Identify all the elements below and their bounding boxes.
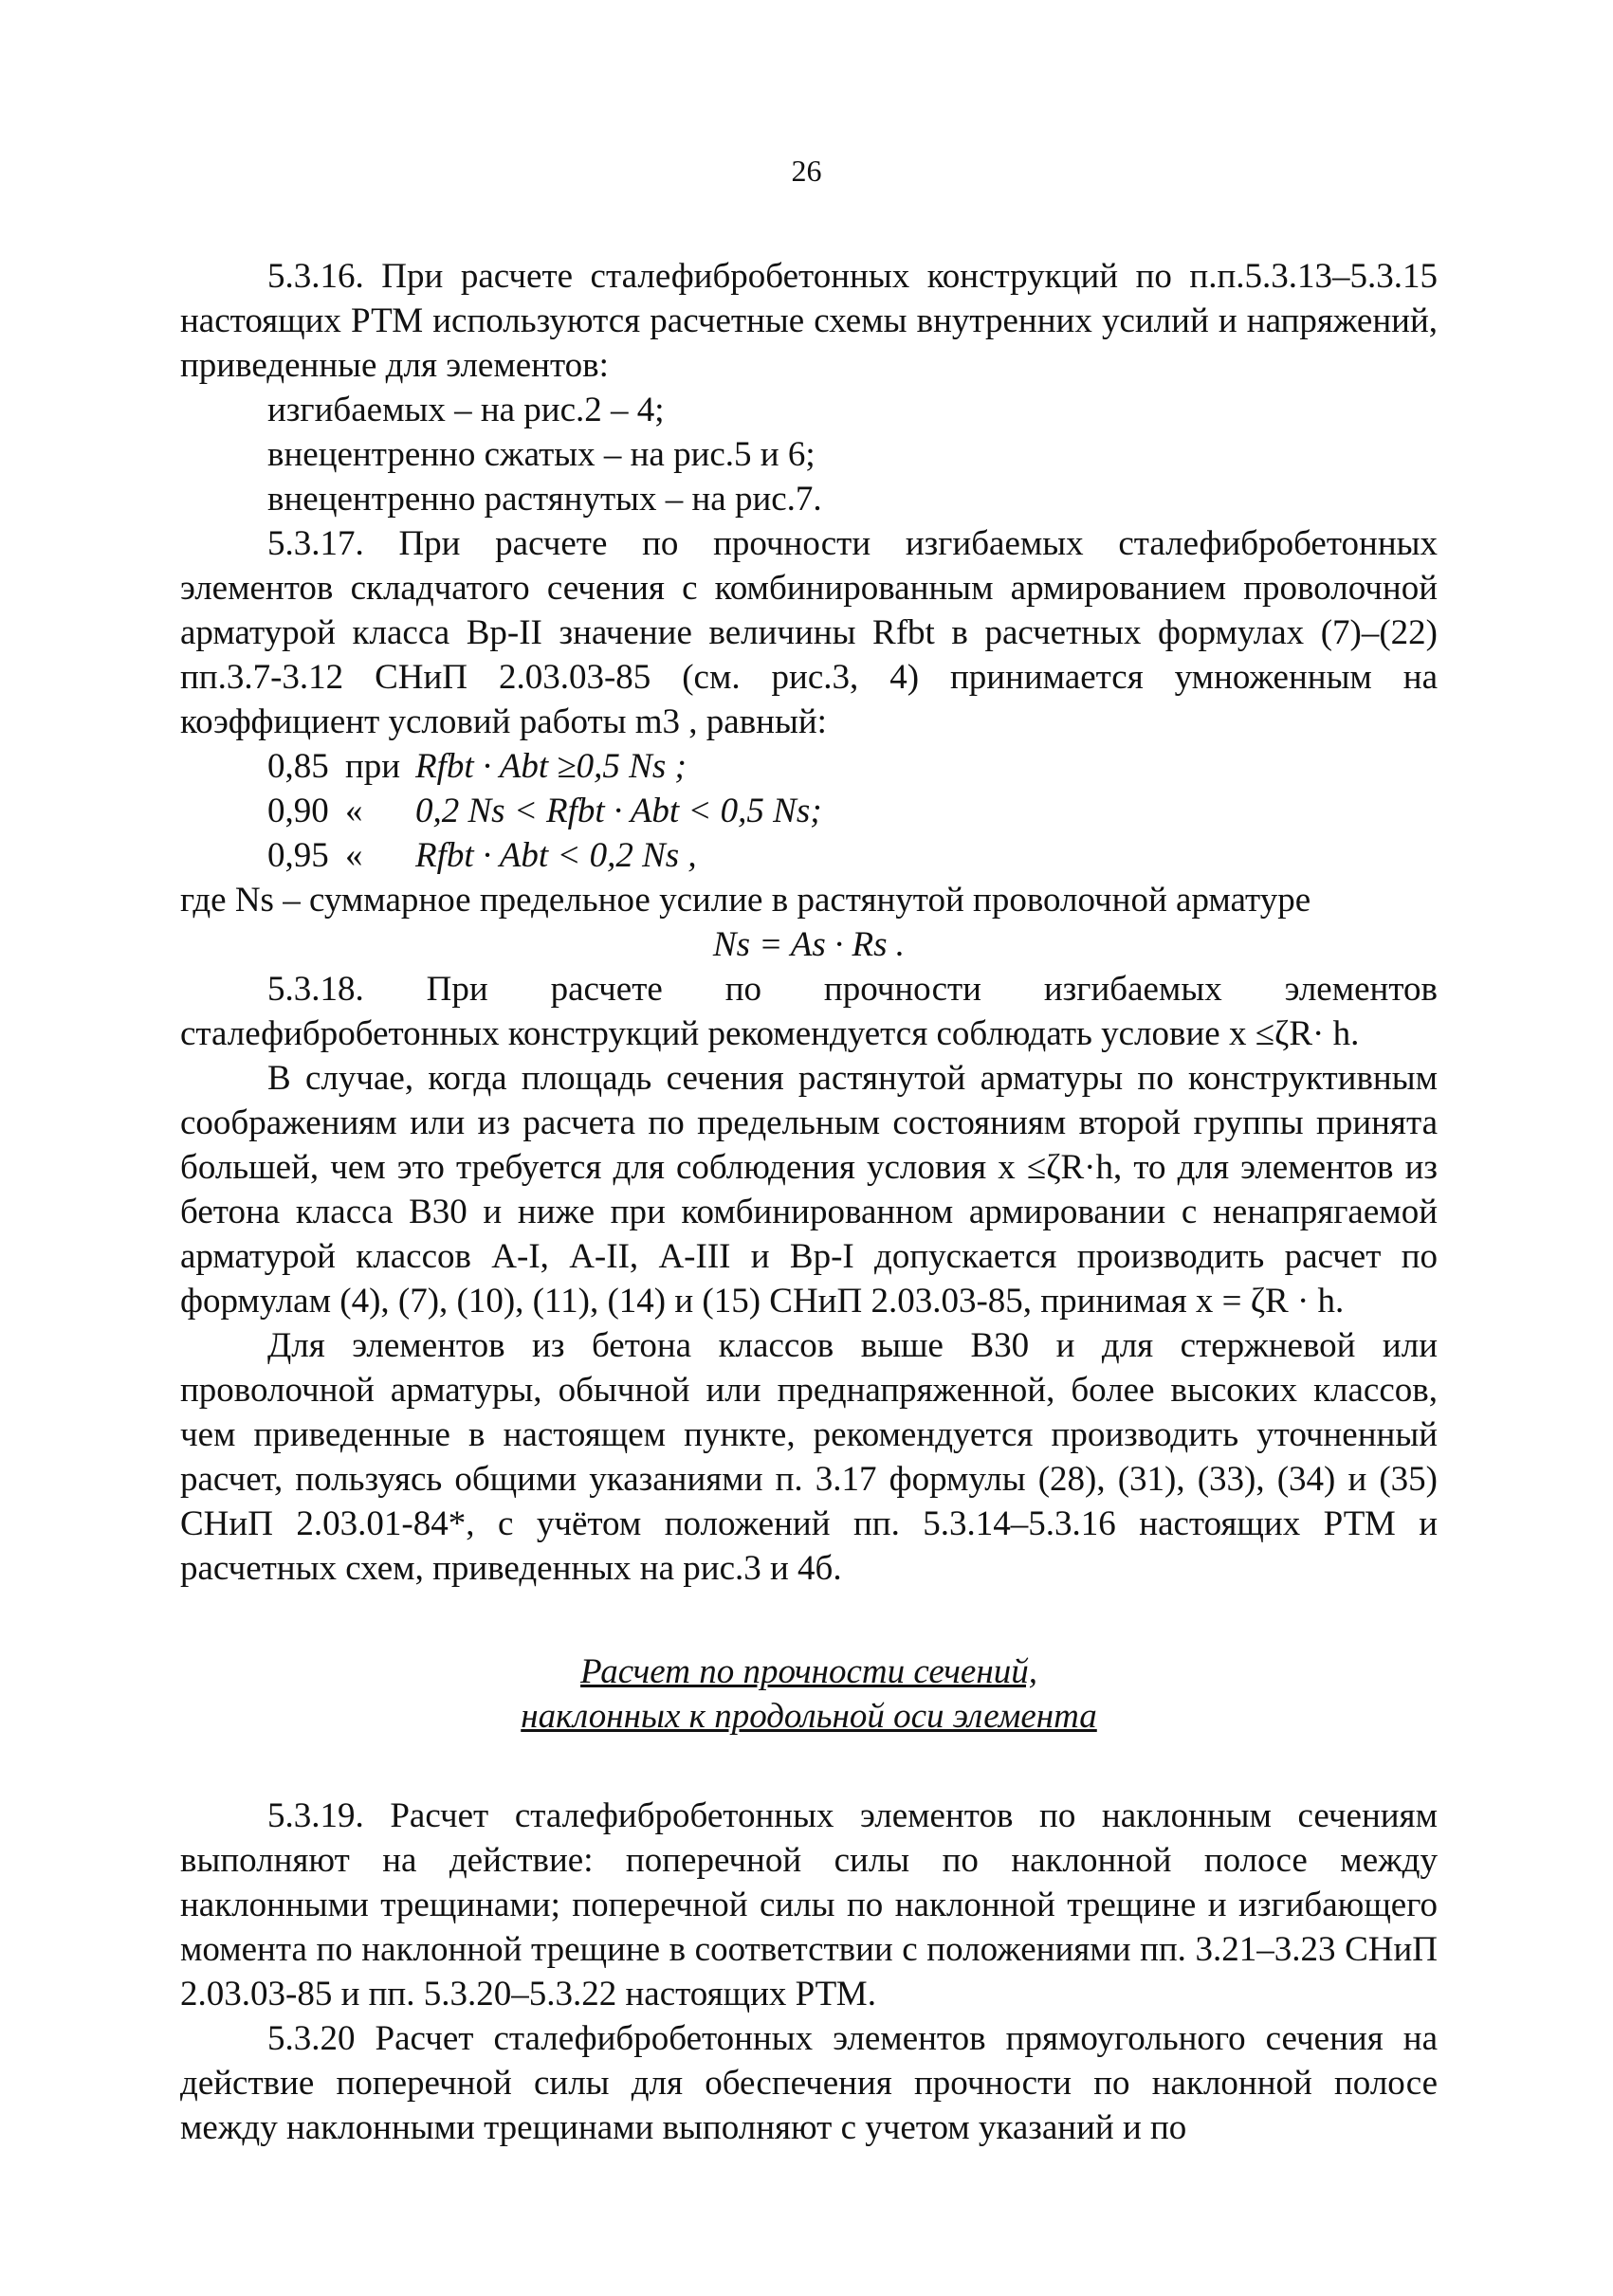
condition-separator: « bbox=[345, 836, 363, 875]
section-heading-line-1: Расчет по прочности сечений, bbox=[580, 1652, 1037, 1691]
section-heading-line-2: наклонных к продольной оси элемента bbox=[521, 1697, 1097, 1736]
paragraph-5-3-19: 5.3.19. Расчет сталефибробетонных элементов по наклонным сечениям выполняют на действие: поперечной силы по наклонной полосе между наклонными трещинами; поперечной силы по наклонной трещине и изгибающего момента по наклонной трещине в соответствии с положениями пп. 3.21–3.23 СНиП 2.03.03-85 и пп. 5.3.20–5.3.22 настоящих РТМ. bbox=[180, 1796, 1438, 2014]
section-heading bbox=[180, 1649, 1438, 1739]
where-definition: где Ns – суммарное предельное усилие в растянутой проволочной арматуре bbox=[180, 881, 1311, 920]
paragraph-5-3-20: 5.3.20 Расчет сталефибробетонных элементов прямоугольного сечения на действие поперечной силы для обеспечения прочности по наклонной полосе между наклонными трещинами выполняют с учетом указаний и по bbox=[180, 2019, 1438, 2147]
list-item: внецентренно сжатых – на рис.5 и 6; bbox=[267, 435, 816, 474]
paragraph-5-3-17: 5.3.17. При расчете по прочности изгибаемых сталефибробетонных элементов складчатого сечения с комбинированным армированием проволочной арматурой класса Вр-II значение величины Rfbt в расчетных формулах (7)–(22) пп.3.7-3.12 СНиП 2.03.03-85 (см. рис.3, 4) принимается умноженным на коэффициент условий работы m3 , равный: bbox=[180, 524, 1438, 741]
condition-row bbox=[180, 789, 1438, 833]
paragraph-case: В случае, когда площадь сечения растянутой арматуры по конструктивным соображениям или из расчета по предельным состояниям второй группы принята большей, чем это требуется для соблюдения условия x ≤ζR·h, то для элементов из бетона класса В30 и ниже при комбинированном армировании с ненапрягаемой арматурой классов А-I, А-II, А-III и Вр-I допускается производить расчет по формулам (4), (7), (10), (11), (14) и (15) СНиП 2.03.03-85, принимая x = ζR · h. bbox=[180, 1059, 1438, 1321]
condition-expression: Rfbt · Abt ≥0,5 Ns ; bbox=[415, 747, 687, 786]
formula-ns: Ns = As · Rs . bbox=[712, 925, 906, 964]
condition-separator: « bbox=[345, 792, 363, 830]
page-number: 26 bbox=[791, 154, 822, 188]
condition-row bbox=[180, 833, 1438, 878]
paragraph-5-3-18: 5.3.18. При расчете по прочности изгибаемых элементов сталефибробетонных конструкций рекомендуется соблюдать условие x ≤ζR· h. bbox=[180, 970, 1438, 1053]
condition-separator: при bbox=[345, 747, 401, 786]
list-item: внецентренно растянутых – на рис.7. bbox=[267, 480, 822, 519]
condition-value: 0,95 bbox=[267, 836, 329, 875]
paragraph-5-3-16: 5.3.16. При расчете сталефибробетонных конструкций по п.п.5.3.13–5.3.15 настоящих РТМ используются расчетные схемы внутренних усилий и напряжений, приведенные для элементов: bbox=[180, 257, 1438, 385]
condition-row bbox=[180, 744, 1438, 789]
condition-expression: Rfbt · Abt < 0,2 Ns , bbox=[415, 836, 697, 875]
list-item: изгибаемых – на рис.2 – 4; bbox=[267, 391, 665, 429]
page-content bbox=[180, 254, 1438, 2150]
condition-value: 0,85 bbox=[267, 747, 329, 786]
paragraph-higher-classes: Для элементов из бетона классов выше В30 и для стержневой или проволочной арматуры, обычной или преднапряженной, более высоких классов, чем приведенные в настоящем пункте, рекомендуется производить уточненный расчет, пользуясь общими указаниями п. 3.17 формулы (28), (31), (33), (34) и (35) СНиП 2.03.01-84*, с учётом положений пп. 5.3.14–5.3.16 настоящих РТМ и расчетных схем, приведенных на рис.3 и 4б. bbox=[180, 1326, 1438, 1588]
condition-expression: 0,2 Ns < Rfbt · Abt < 0,5 Ns; bbox=[415, 792, 822, 830]
condition-value: 0,90 bbox=[267, 792, 329, 830]
